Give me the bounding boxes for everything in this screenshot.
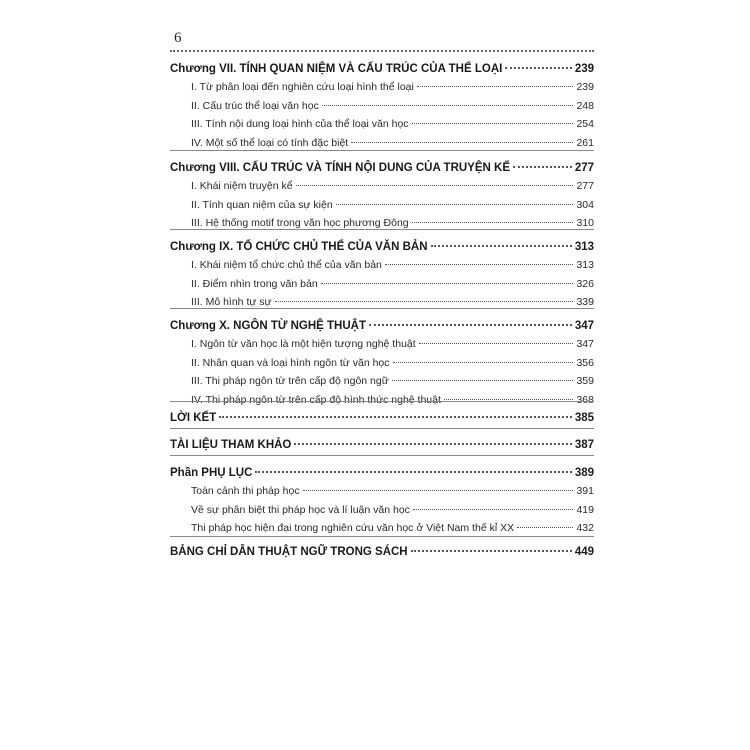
section-divider	[170, 150, 594, 151]
toc-subsection-page: 310	[576, 217, 594, 229]
toc-section-title: Chương IX. TỔ CHỨC CHỦ THỂ CỦA VĂN BẢN	[170, 241, 428, 253]
toc-subsection-title: III. Mô hình tự sự	[191, 296, 272, 308]
dot-leader	[294, 443, 571, 445]
toc-subsection-title: II. Cấu trúc thể loại văn học	[191, 99, 319, 112]
toc-subsection	[191, 276, 594, 293]
dot-leader	[444, 399, 574, 400]
section-divider	[170, 308, 594, 309]
toc-section	[170, 410, 594, 427]
toc-section-title: Chương X. NGÔN TỪ NGHỆ THUẬT	[170, 320, 366, 332]
toc-section-title: Chương VII. TÍNH QUAN NIỆM VÀ CẤU TRÚC CỦA THỂ LOẠI	[170, 63, 503, 75]
dot-leader	[351, 142, 573, 143]
toc-section-page: 277	[574, 162, 594, 174]
toc-subsection-title: IV. Một số thể loại có tính đặc biệt	[191, 136, 349, 149]
toc-section	[170, 160, 594, 177]
dot-leader	[255, 471, 571, 473]
toc-subsection-page: 313	[576, 259, 594, 271]
toc-section-page: 387	[574, 439, 594, 451]
dot-leader	[336, 204, 574, 205]
section-divider	[170, 401, 594, 402]
section-divider	[170, 428, 594, 429]
header-rule	[170, 50, 594, 52]
toc-section	[170, 61, 594, 78]
dot-leader	[369, 324, 572, 326]
dot-leader	[303, 490, 574, 491]
toc-subsection-page: 359	[576, 375, 594, 387]
dot-leader	[296, 185, 574, 186]
toc-section-title: BẢNG CHỈ DẪN THUẬT NGỮ TRONG SÁCH	[170, 546, 408, 558]
toc-subsection	[191, 257, 594, 274]
section-divider	[170, 455, 594, 456]
page-number: 6	[174, 30, 182, 46]
toc-section	[170, 318, 594, 335]
toc-subsection-page: 254	[576, 118, 594, 130]
toc-subsection	[191, 98, 594, 115]
toc-section	[170, 239, 594, 256]
dot-leader	[431, 245, 572, 247]
dot-leader	[505, 67, 571, 69]
toc-subsection-title: III. Hệ thống motif trong văn học phương Đông	[191, 217, 409, 229]
dot-leader	[412, 222, 574, 223]
toc-section-page: 449	[574, 546, 594, 558]
toc-subsection-page: 356	[576, 356, 594, 369]
toc-subsection-page: 304	[576, 198, 594, 211]
toc-subsection-page: 419	[576, 503, 594, 516]
section-divider	[170, 536, 594, 537]
dot-leader	[412, 123, 574, 124]
toc-section-title: Phần PHỤ LỤC	[170, 467, 253, 479]
toc-subsection-page: 368	[576, 393, 594, 406]
toc-subsection	[191, 135, 594, 152]
toc-subsection-page: 277	[576, 180, 594, 192]
toc-subsection	[191, 178, 594, 195]
toc-subsection	[191, 392, 594, 409]
toc-subsection-title: I. Ngôn từ văn học là một hiện tượng nghệ thuật	[191, 338, 416, 350]
dot-leader	[322, 105, 574, 106]
toc-subsection	[191, 502, 594, 519]
dot-leader	[419, 343, 574, 344]
toc-subsection	[191, 79, 594, 96]
toc-subsection	[191, 197, 594, 214]
dot-leader	[385, 264, 574, 265]
toc-subsection-title: Toàn cảnh thi pháp học	[191, 485, 300, 497]
toc-subsection	[191, 116, 594, 133]
section-divider	[170, 229, 594, 230]
toc-section	[170, 465, 594, 482]
dot-leader	[392, 380, 574, 381]
toc-subsection-page: 432	[576, 522, 594, 534]
toc-section-title: TÀI LIỆU THAM KHẢO	[170, 439, 292, 451]
dot-leader	[517, 527, 573, 528]
toc-section	[170, 544, 594, 561]
toc-subsection-page: 391	[576, 485, 594, 497]
toc-subsection-page: 347	[576, 338, 594, 350]
toc-subsection-title: I. Khái niệm truyện kể	[191, 180, 293, 192]
dot-leader	[417, 86, 574, 87]
dot-leader	[411, 550, 572, 552]
toc-subsection-title: I. Từ phân loại đến nghiên cứu loại hình thể loại	[191, 81, 414, 93]
toc-subsection-title: II. Nhân quan và loại hình ngôn từ văn học	[191, 356, 390, 369]
toc-section	[170, 437, 594, 454]
toc-subsection-title: Thi pháp học hiện đại trong nghiên cứu văn học ở Việt Nam thế kỉ XX	[191, 522, 515, 534]
toc-subsection	[191, 373, 594, 390]
dot-leader	[275, 301, 574, 302]
toc-subsection-page: 339	[576, 296, 594, 308]
dot-leader	[219, 416, 572, 418]
toc-subsection	[191, 520, 594, 537]
dot-leader	[413, 509, 574, 510]
toc-subsection-page: 261	[576, 136, 594, 149]
toc-subsection-title: III. Thi pháp ngôn từ trên cấp độ ngôn ngữ	[191, 375, 389, 387]
dot-leader	[513, 166, 572, 168]
toc-subsection-page: 248	[576, 99, 594, 112]
toc-subsection-title: II. Tính quan niệm của sự kiện	[191, 198, 333, 211]
toc-section-page: 347	[574, 320, 594, 332]
toc-section-page: 313	[574, 241, 594, 253]
toc-section-title: Chương VIII. CẤU TRÚC VÀ TÍNH NỘI DUNG CỦA TRUYỆN KỂ	[170, 162, 510, 174]
toc-section-page: 239	[574, 63, 594, 75]
toc-subsection	[191, 483, 594, 500]
toc-section-page: 385	[574, 412, 594, 424]
dot-leader	[393, 362, 574, 363]
toc-subsection-page: 326	[576, 277, 594, 290]
toc-subsection-title: I. Khái niệm tổ chức chủ thể của văn bản	[191, 259, 382, 271]
toc-subsection-title: II. Điểm nhìn trong văn bản	[191, 277, 318, 290]
toc-subsection-title: III. Tính nội dung loại hình của thể loại văn học	[191, 118, 409, 130]
toc-section-page: 389	[574, 467, 594, 479]
toc-subsection	[191, 336, 594, 353]
toc-subsection-title: IV. Thi pháp ngôn từ trên cấp độ hình thức nghệ thuật	[191, 393, 441, 406]
toc-subsection-title: Về sự phân biệt thi pháp học và lí luận văn học	[191, 503, 410, 516]
toc-section-title: LỜI KẾT	[170, 412, 217, 424]
toc-subsection	[191, 355, 594, 372]
dot-leader	[321, 283, 574, 284]
toc-subsection-page: 239	[576, 81, 594, 93]
